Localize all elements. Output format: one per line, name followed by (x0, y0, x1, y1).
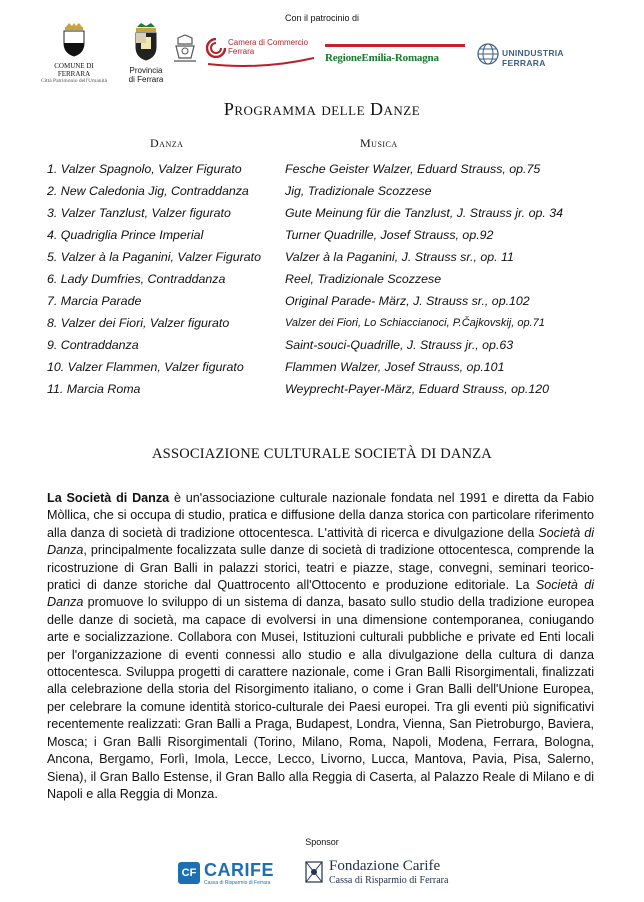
programme-row (47, 250, 627, 272)
programme-row (47, 382, 627, 404)
programme-row (47, 206, 627, 228)
comune-ferrara-logo (38, 23, 110, 84)
dance-name: 8. Valzer dei Fiori, Valzer figurato (47, 316, 230, 330)
provincia-name-line1: Provincia (129, 66, 163, 75)
regione-red-bar-icon (325, 44, 465, 48)
unindustria-name: UNINDUSTRIA FERRARA (502, 48, 564, 68)
patron-logos (0, 20, 644, 90)
programme-row (47, 360, 627, 382)
fondazione-carife-logo (305, 858, 475, 888)
fondazione-subtitle: Cassa di Risparmio di Ferrara (329, 875, 449, 886)
regione-emilia-romagna-logo (325, 44, 465, 66)
carife-mark-icon: CF (178, 862, 200, 884)
patronage-label: Con il patrocinio di (284, 13, 360, 23)
music-title: Valzer à la Paganini, J. Strauss sr., op. 11 (285, 250, 514, 264)
description-part-2: , principalmente focalizzata sulle danze di società di tradizione ottocentesca, comprende la ricostruzione di Gran Balli in palazzi storici, teatri e piazze, stage, convegni, seminari teorico-pratici di danze storiche dal Quattrocento all'Ottocento e produzione editoriale. La (47, 543, 594, 593)
programme-row (47, 228, 627, 250)
comune-crest-icon (61, 23, 87, 57)
provincia-ferrara-logo (120, 23, 172, 84)
music-title: Reel, Tradizionale Scozzese (285, 272, 442, 286)
music-title: Fesche Geister Walzer, Eduard Strauss, op.75 (285, 162, 541, 176)
music-title: Turner Quadrille, Josef Strauss, op.92 (285, 228, 494, 242)
comune-subtitle: Città Patrimonio dell'Umanità (40, 78, 108, 84)
unindustria-logo (476, 42, 608, 68)
dance-name: 10. Valzer Flammen, Valzer figurato (47, 360, 244, 374)
description-part-3: promuove lo sviluppo di un sistema di danza, basato sullo studio della tradizione europea delle danze di società, ma capace di evolversi in una dimensione contemporanea, coniugando arte e socializzazione. Collabora con Musei, Istituzioni culturali pubbliche e private ed Enti locali per l'organizzazione di eventi connessi allo studio e alla divulgazione della cultura di danza ottocentesca. Sviluppa progetti di carattere nazionale, come i Gran Balli Risorgimentali, finalizzati alla celebrazione della storia del Risorgimento italiano, o come i Gran Balli dell'Unione Europea, per celebrare la comune identità storico-culturale dei Paesi europei. Tra gli eventi più significativi recentemente realizzati: Gran Balli a Praga, Budapest, Londra, Vienna, San Pietroburgo, Baviera, Mosca; i Gran Balli Risorgimentali (Torino, Milano, Roma, Napoli, Modena, Ferrara, Bologna, Ancona, Bergamo, Forlì, Imola, Lecce, Lecco, Livorno, Lucca, Mantova, Pavia, Pisa, Salerno, Siena), il Gran Ballo Estense, il Gran Ballo alla Reggia di Caserta, al Palazzo Reale di Milano e di Napoli e alla Reggia di Monza. (47, 595, 594, 801)
fondazione-emblem-icon (305, 861, 323, 883)
music-title: Valzer dei Fiori, Lo Schiaccianoci, P.Čajkovskij, op.71 (285, 317, 545, 329)
association-description (47, 490, 594, 803)
programme-row (47, 184, 627, 206)
provincia-crest-icon (133, 23, 159, 61)
programme-title: Programma delle Danze (223, 99, 421, 119)
provincia-name-line2: di Ferrara (128, 75, 164, 84)
dance-name: 1. Valzer Spagnolo, Valzer Figurato (47, 162, 242, 176)
dance-name: 4. Quadriglia Prince Imperial (47, 228, 204, 242)
lantern-emblem-icon (172, 34, 198, 64)
association-name-italic-1: Società di Danza (47, 525, 595, 558)
music-title: Original Parade- März, J. Strauss sr., op.102 (285, 294, 530, 308)
dance-name: 6. Lady Dumfries, Contraddanza (47, 272, 226, 286)
carife-name: CARIFE (204, 860, 274, 880)
dance-name: 5. Valzer à la Paganini, Valzer Figurato (47, 250, 261, 264)
dance-name: 2. New Caledonia Jig, Contraddanza (47, 184, 249, 198)
programme-row (47, 272, 627, 294)
association-name-bold: La Società di Danza (47, 491, 170, 505)
programme-row (47, 338, 627, 360)
fondazione-name: Fondazione Carife (329, 858, 441, 874)
column-header-danza: Danza (150, 136, 184, 150)
association-name-italic-2: Società di Danza (47, 578, 595, 610)
music-title: Weyprecht-Payer-März, Eduard Strauss, op.120 (285, 382, 549, 396)
programme-list (47, 162, 627, 404)
programme-row (47, 294, 627, 316)
dance-name: 7. Marcia Parade (47, 294, 142, 308)
dance-name: 9. Contraddanza (47, 338, 139, 352)
carife-logo (178, 858, 288, 888)
unindustria-globe-icon (476, 42, 500, 66)
comune-name: COMUNE DI FERRARA (54, 62, 94, 78)
camera-name-line2: Ferrara (228, 47, 255, 56)
programme-row (47, 162, 627, 184)
programme-row (47, 316, 627, 338)
description-part-1: è un'associazione culturale nazionale fondata nel 1991 e diretta da Fabio Mòllica, che si occupa di studio, pratica e diffusione della danza storica con particolare riferimento alla danza di società di tradizione ottocentesca. L'attività di ricerca e divulgazione della (47, 491, 595, 540)
carife-subtitle: Cassa di Risparmio di Ferrara (204, 880, 271, 886)
camera-commercio-icon (206, 38, 226, 58)
sponsor-label: Sponsor (305, 837, 339, 847)
dance-name: 3. Valzer Tanzlust, Valzer figurato (47, 206, 231, 220)
music-title: Saint-souci-Quadrille, J. Strauss jr., op.63 (285, 338, 514, 352)
column-header-musica: Musica (360, 136, 398, 150)
ente-emblem (172, 34, 202, 69)
camera-commercio-logo (206, 38, 320, 68)
music-title: Jig, Tradizionale Scozzese (285, 184, 432, 198)
regione-name: RegioneEmilia-Romagna (325, 52, 439, 64)
dance-name: 11. Marcia Roma (47, 382, 141, 396)
music-title: Flammen Walzer, Josef Strauss, op.101 (285, 360, 505, 374)
music-title: Gute Meinung für die Tanzlust, J. Strauss jr. op. 34 (285, 206, 564, 220)
association-title: ASSOCIAZIONE CULTURALE SOCIETÀ DI DANZA (152, 446, 492, 462)
camera-name-line1: Camera di Commercio (228, 38, 309, 47)
